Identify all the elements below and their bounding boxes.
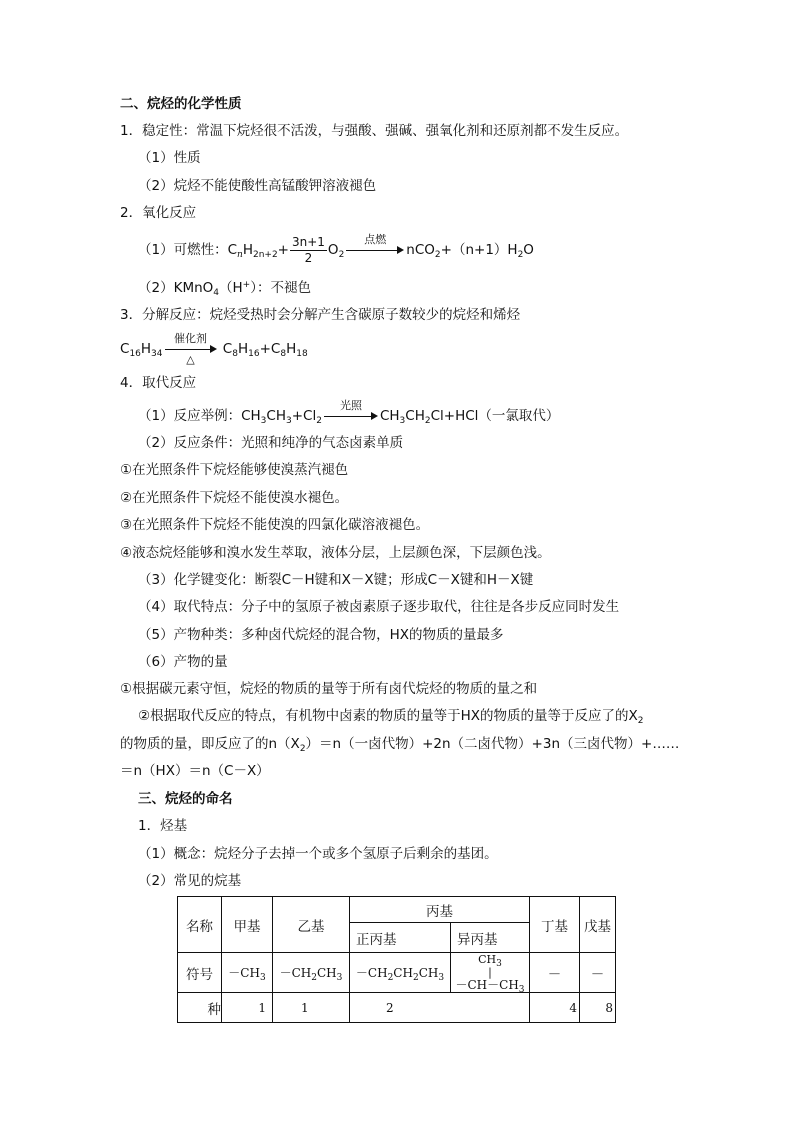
text-line: （2）常见的烷基 [138,873,242,889]
count-propyl: 2 [350,993,530,1023]
count-pentyl: 8 [580,993,616,1023]
isopropyl-formula [451,953,530,993]
text-line: ＝n（HX）＝n（C－X） [120,763,270,779]
butyl-formula: － [530,953,580,993]
section-heading-chemical-properties: 二、烷烃的化学性质 [120,96,242,112]
text-line: （6）产物的量 [138,654,228,670]
cracking-equation: $C_{16}H_{34}$ 催化剂 △ $C_8H_{16}+C_8H_{18}$ [120,332,308,366]
text-line: ③在光照条件下烷烃不能使溴的四氯化碳溶液褪色。 [120,517,430,533]
alkyl-table [177,896,616,1023]
header-butyl: 丁基 [530,897,580,953]
row-label-symbol: 符号 [178,953,222,993]
header-propyl: 丙基 [350,897,530,923]
isopropyl-branch: $CH_3$ [478,953,502,969]
n-propyl-formula: $-CH_2CH_2CH_3$ [350,953,451,993]
text-line: （3）化学键变化：断裂C－H键和X－X键；形成C－X键和H－X键 [138,572,534,588]
combustion-equation: （1）可燃性：$C_nH_{2n+2}+$ $\frac{3n+1}{2}$ $O_2$ 点燃 $nCO_2+(n+1)H_2O$ [138,233,534,265]
substitution-equation: （1）反应举例：$CH_3CH_3+Cl_2$ 光照 $CH_3CH_2Cl+HCl$（一氯取代） [138,399,560,426]
table-row-count [178,993,616,1023]
header-isopropyl: 异丙基 [451,923,530,953]
kmno4-line: （2）KMnO$_4$（H+）：不褪色 [138,280,311,298]
header-pentyl: 戊基 [580,897,616,953]
header-methyl: 甲基 [222,897,273,953]
isopropyl-bond: | [488,966,492,979]
row-label-count: 种 [178,993,222,1023]
text-line: 4．取代反应 [120,375,197,391]
text-line: ②根据取代反应的特点，有机物中卤素的物质的量等于HX的物质的量等于反应了的$X_2$ [138,708,644,726]
text-line: 3．分解反应：烷烃受热时会分解产生含碳原子数较少的烷烃和烯烃 [120,307,521,323]
table-header-row [178,897,616,923]
text-line: （2）烷烃不能使酸性高锰酸钾溶液褪色 [138,178,377,194]
text-line: ①在光照条件下烷烃能够使溴蒸汽褪色 [120,462,349,478]
text-line: （5）产物种类：多种卤代烷烃的混合物，HX的物质的量最多 [138,627,504,643]
section-heading-nomenclature: 三、烷烃的命名 [138,791,233,807]
text-line: （1）概念：烷烃分子去掉一个或多个氢原子后剩余的基团。 [138,846,498,862]
text-line: （4）取代特点：分子中的氢原子被卤素原子逐步取代，往往是各步反应同时发生 [138,599,620,615]
pentyl-formula: － [580,953,616,993]
count-butyl: 4 [530,993,580,1023]
count-methyl: 1 [222,993,273,1023]
reaction-arrow: 光照 [324,408,378,424]
text-line: 的物质的量，即反应了的$n(X_2)=n$（一卤代物）+2n（二卤代物）+3n（三卤代物）+…… [120,736,680,754]
methyl-formula: $-CH_3$ [222,953,273,993]
header-ethyl: 乙基 [273,897,350,953]
text-line: 1．稳定性：常温下烷烃很不活泼，与强酸、强碱、强氧化剂和还原剂都不发生反应。 [120,123,629,139]
text-line: 1．烃基 [138,818,188,834]
header-name: 名称 [178,897,222,953]
header-n-propyl: 正丙基 [350,923,451,953]
text-line: （1）性质 [138,150,201,166]
table-row-symbol [178,953,616,993]
text-line: （2）反应条件：光照和纯净的气态卤素单质 [138,435,404,451]
ethyl-formula: $-CH_2CH_3$ [273,953,350,993]
text-line: 2．氧化反应 [120,205,197,221]
text-line: ②在光照条件下烷烃不能使溴水褪色。 [120,490,349,506]
fraction: $\frac{3n+1}{2}$ [291,234,325,265]
reaction-arrow: 催化剂 △ [165,341,217,357]
text-line: ①根据碳元素守恒，烷烃的物质的量等于所有卤代烷烃的物质的量之和 [120,681,538,697]
reaction-arrow: 点燃 [346,242,404,258]
count-ethyl: 1 [273,993,350,1023]
text-line: ④液态烷烃能够和溴水发生萃取，液体分层，上层颜色深，下层颜色浅。 [120,545,551,561]
isopropyl-chain: $-CH-CH_3$ [455,978,525,995]
